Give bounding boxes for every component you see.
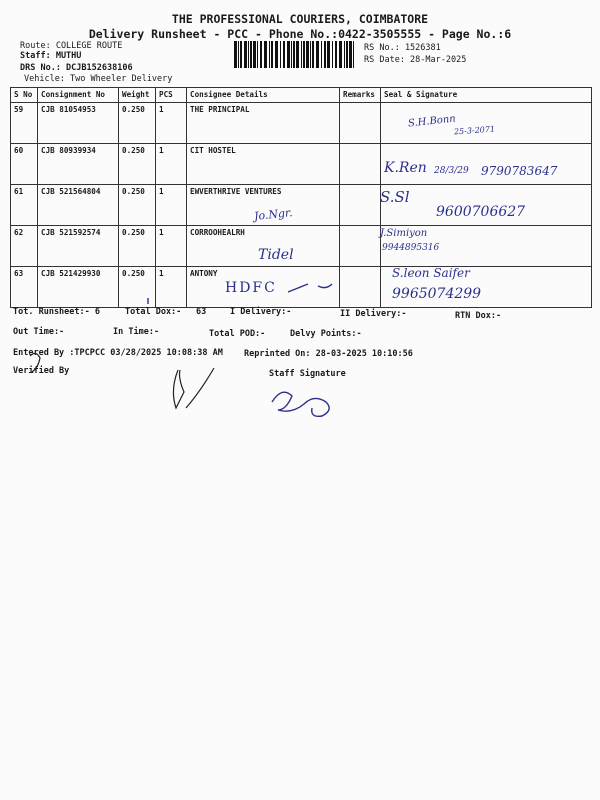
col-sno: S No bbox=[11, 88, 38, 103]
row-consignment: CJB 81054953 bbox=[38, 103, 119, 144]
row-consignment: CJB 521592574 bbox=[38, 226, 119, 267]
row-pcs: 1 bbox=[156, 267, 187, 308]
col-weight: Weight bbox=[119, 88, 156, 103]
entered-by: Entered By :TPCPCC 03/28/2025 10:08:38 AM bbox=[13, 348, 223, 358]
handwritten-name: S.leon Saifer bbox=[392, 266, 470, 280]
handwritten-date: 28/3/29 bbox=[434, 166, 469, 176]
row-consignee: EWVERTHRIVE VENTURES bbox=[187, 185, 340, 226]
row-consignment: CJB 521564804 bbox=[38, 185, 119, 226]
runsheet-title: Delivery Runsheet - PCC - Phone No.:0422-3505555 - Page No.:6 bbox=[88, 27, 512, 41]
col-pcs: PCS bbox=[156, 88, 187, 103]
row-consignee: THE PRINCIPAL bbox=[187, 103, 340, 144]
out-time: Out Time:- bbox=[13, 327, 65, 337]
row-consignee: ANTONY bbox=[187, 267, 340, 308]
handwritten-phone: 9790783647 bbox=[481, 164, 558, 178]
first-delivery: I Delivery:- bbox=[230, 307, 292, 317]
row-pcs: 1 bbox=[156, 144, 187, 185]
handwritten-name: K.Ren bbox=[384, 160, 427, 176]
handwritten-date: 25-3-2071 bbox=[453, 124, 496, 137]
row-pcs: 1 bbox=[156, 103, 187, 144]
row-remarks bbox=[340, 144, 381, 185]
rs-number: RS No.: 1526381 bbox=[364, 43, 441, 53]
return-dox: RTN Dox:- bbox=[455, 311, 502, 321]
row-consignee: CIT HOSTEL bbox=[187, 144, 340, 185]
runsheet-table bbox=[10, 87, 592, 308]
table-row bbox=[11, 226, 592, 267]
staff-signature-label: Staff Signature bbox=[269, 369, 346, 379]
in-time: In Time:- bbox=[113, 327, 160, 337]
verified-by-signature bbox=[173, 370, 184, 408]
verified-by: Verified By bbox=[13, 366, 70, 376]
row-consignment: CJB 521429930 bbox=[38, 267, 119, 308]
table-row bbox=[11, 103, 592, 144]
second-delivery: II Delivery:- bbox=[340, 309, 407, 319]
drs-number: DRS No.: DCJB152638106 bbox=[20, 63, 133, 73]
handwritten-phone: 9600706627 bbox=[436, 204, 526, 220]
vehicle-label: Vehicle: Two Wheeler Delivery bbox=[24, 74, 173, 84]
col-consignment: Consignment No bbox=[38, 88, 119, 103]
row-sno: 61 bbox=[11, 185, 38, 226]
staff-signature-ink bbox=[272, 392, 329, 416]
row-pcs: 1 bbox=[156, 185, 187, 226]
total-runsheet: Tot. Runsheet:- 6 bbox=[13, 307, 100, 317]
row-weight: 0.250 bbox=[119, 144, 156, 185]
row-remarks bbox=[340, 267, 381, 308]
total-pod: Total POD:- bbox=[209, 329, 266, 339]
row-remarks bbox=[340, 185, 381, 226]
total-dox-value: 63 bbox=[196, 307, 207, 317]
handwritten-name: S.Sl bbox=[380, 188, 410, 206]
reprinted-on: Reprinted On: 28-03-2025 10:10:56 bbox=[244, 349, 413, 359]
total-dox-label: Total Dox:- bbox=[125, 307, 182, 317]
row-weight: 0.250 bbox=[119, 267, 156, 308]
row-weight: 0.250 bbox=[119, 103, 156, 144]
row-weight: 0.250 bbox=[119, 226, 156, 267]
row-remarks bbox=[340, 226, 381, 267]
table-header-row bbox=[11, 88, 592, 103]
handwritten-phone: 9944895316 bbox=[382, 243, 440, 253]
company-name: THE PROFESSIONAL COURIERS, COIMBATORE bbox=[171, 12, 429, 26]
route-label: Route: COLLEGE ROUTE bbox=[20, 41, 123, 51]
handwritten-phone: 9965074299 bbox=[392, 286, 482, 302]
handwritten-remark: Jo.Ngr. bbox=[253, 206, 294, 223]
row-sno: 60 bbox=[11, 144, 38, 185]
handwritten-name: J.Simiyon bbox=[380, 228, 428, 239]
handwritten-remark: HDFC bbox=[225, 280, 277, 296]
col-consignee: Consignee Details bbox=[187, 88, 340, 103]
table-row bbox=[11, 267, 592, 308]
rs-date: RS Date: 28-Mar-2025 bbox=[364, 55, 467, 65]
row-pcs: 1 bbox=[156, 226, 187, 267]
handwritten-signature: S.H.Bonn bbox=[407, 113, 457, 130]
row-sno: 62 bbox=[11, 226, 38, 267]
row-weight: 0.250 bbox=[119, 185, 156, 226]
barcode-image bbox=[234, 41, 356, 68]
col-remarks: Remarks bbox=[340, 88, 381, 103]
row-consignment: CJB 80939934 bbox=[38, 144, 119, 185]
row-sno: 63 bbox=[11, 267, 38, 308]
col-signature: Seal & Signature bbox=[381, 88, 592, 103]
row-sno: 59 bbox=[11, 103, 38, 144]
row-consignee: CORROOHEALRH bbox=[187, 226, 340, 267]
delivery-points: Delvy Points:- bbox=[290, 329, 362, 339]
staff-label: Staff: MUTHU bbox=[20, 51, 82, 61]
row-remarks bbox=[340, 103, 381, 144]
handwritten-remark: Tidel bbox=[258, 247, 294, 263]
